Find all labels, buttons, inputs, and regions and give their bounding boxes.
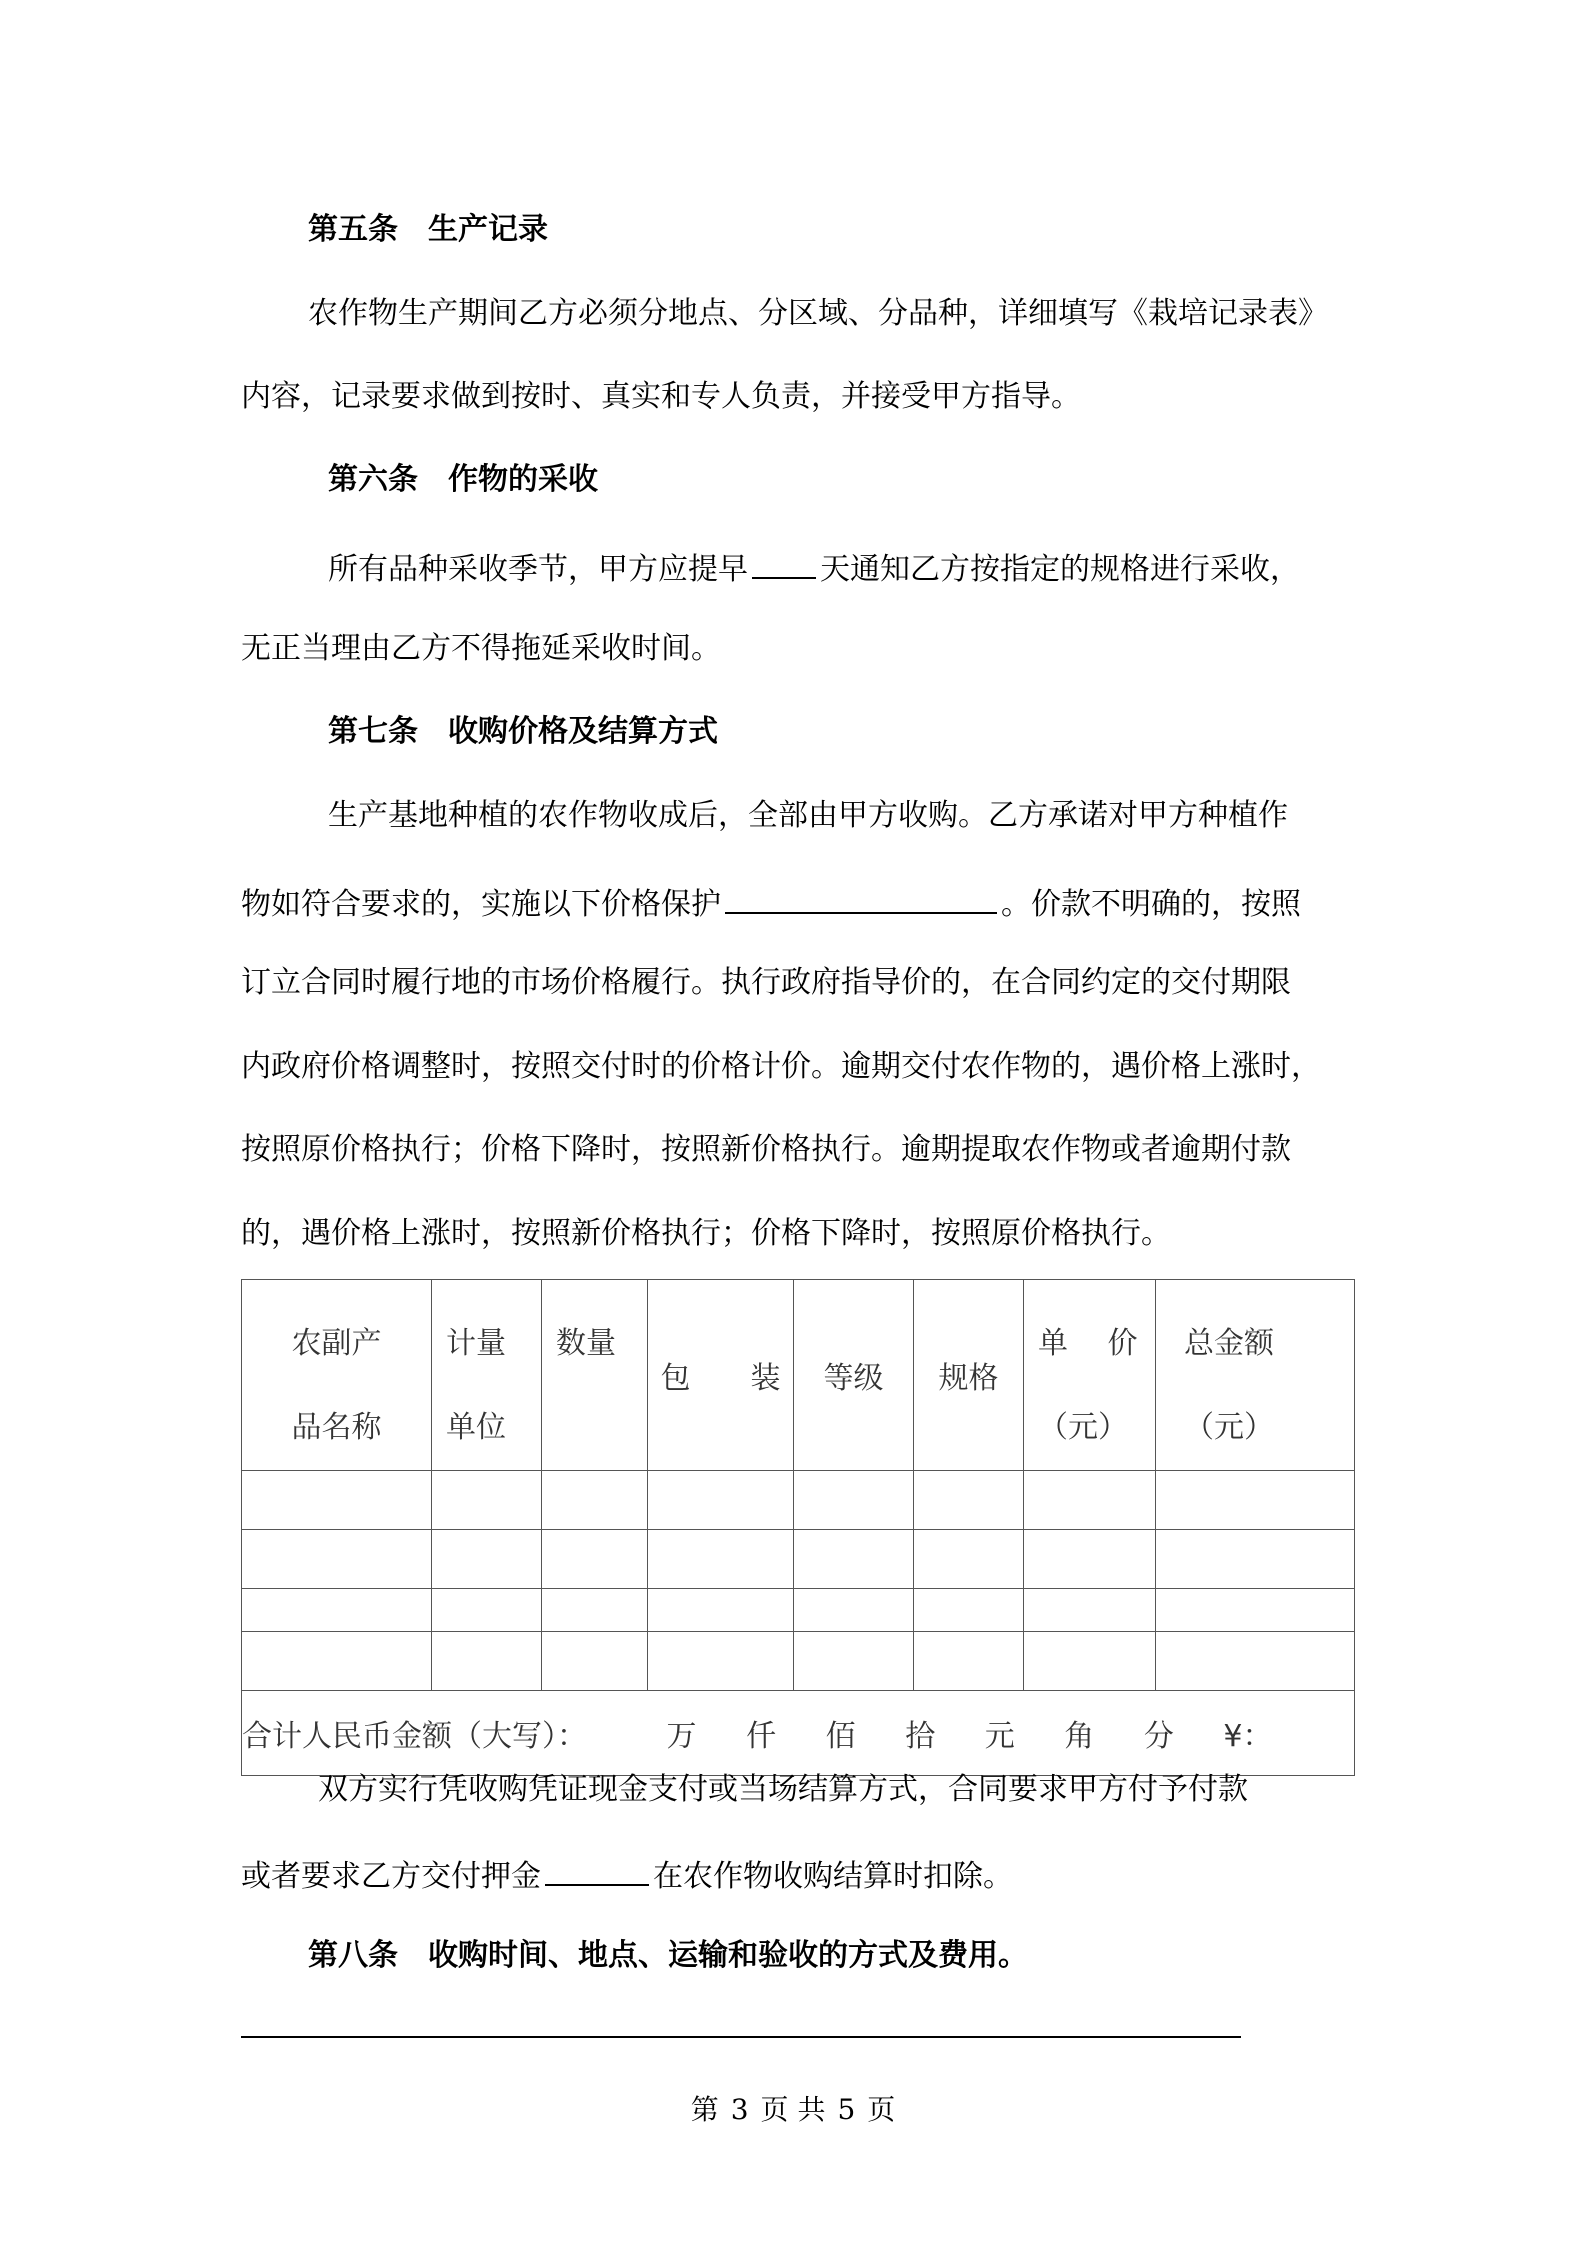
- settlement-line-1: 双方实行凭收购凭证现金支付或当场结算方式，合同要求甲方付予付款: [318, 1772, 1248, 1807]
- price-protection-blank: [725, 880, 997, 914]
- article-5-heading: 第五条 生产记录: [308, 212, 548, 247]
- article-7-heading: 第七条 收购价格及结算方式: [328, 714, 718, 749]
- table-row: [242, 1530, 1355, 1589]
- advance-days-blank: [752, 545, 816, 579]
- article-6-line-2: 无正当理由乙方不得拖延采收时间。: [241, 631, 721, 666]
- article-5-line-1: 农作物生产期间乙方必须分地点、分区域、分品种，详细填写《栽培记录表》: [308, 296, 1328, 331]
- article-7-line-6: 的，遇价格上涨时，按照新价格执行；价格下降时，按照原价格执行。: [241, 1216, 1171, 1251]
- header-spec: 规格: [914, 1280, 1024, 1471]
- table-row: [242, 1589, 1355, 1632]
- article-7-line-5: 按照原价格执行；价格下降时，按照新价格执行。逾期提取农作物或者逾期付款: [241, 1132, 1291, 1167]
- table-total-row: [242, 1691, 1355, 1776]
- unit-qian: 仟: [746, 1719, 777, 1754]
- header-packaging: 包 装: [648, 1280, 794, 1471]
- current-page-number: 3: [730, 2093, 749, 2126]
- produce-price-table: [241, 1279, 1355, 1776]
- article-7-line-4: 内政府价格调整时，按照交付时的价格计价。逾期交付农作物的，遇价格上涨时，: [241, 1049, 1321, 1084]
- unit-bai: 佰: [825, 1719, 856, 1754]
- table-row: [242, 1632, 1355, 1691]
- total-page-count: 5: [837, 2093, 856, 2126]
- header-grade: 等级: [794, 1280, 914, 1471]
- article-7-line-1: 生产基地种植的农作物收成后，全部由甲方收购。乙方承诺对甲方种植作: [328, 798, 1288, 833]
- article-7-line-2: 物如符合要求的，实施以下价格保护 。价款不明确的，按照: [241, 880, 1301, 925]
- footer-rule: [241, 2036, 1241, 2038]
- total-amount-label: 合计人民币金额（大写）：: [242, 1719, 587, 1754]
- article-7-line-3: 订立合同时履行地的市场价格履行。执行政府指导价的，在合同约定的交付期限: [241, 965, 1291, 1000]
- article-8-heading: 第八条 收购时间、地点、运输和验收的方式及费用。: [308, 1938, 1028, 1973]
- unit-jiao: 角: [1064, 1719, 1095, 1754]
- settlement-line-2: 或者要求乙方交付押金 在农作物收购结算时扣除。: [241, 1852, 1013, 1897]
- unit-yuan: 元: [984, 1719, 1015, 1754]
- article-5-line-2: 内容，记录要求做到按时、真实和专人负责，并接受甲方指导。: [241, 379, 1081, 414]
- page-footer: 第 3 页 共 5 页: [690, 2093, 896, 2126]
- table-row: [242, 1471, 1355, 1530]
- header-unit-price: 单 价 （元）: [1024, 1280, 1156, 1471]
- unit-wan: 万: [666, 1719, 697, 1754]
- header-product-name: 农副产 品名称: [242, 1280, 432, 1471]
- unit-fen: 分: [1143, 1719, 1174, 1754]
- table-header-row: [242, 1280, 1355, 1471]
- amount-units: [627, 1719, 1273, 1754]
- unit-yen-sign: ¥：: [1223, 1719, 1273, 1754]
- article-6-heading: 第六条 作物的采收: [328, 462, 598, 497]
- unit-shi: 拾: [905, 1719, 936, 1754]
- deposit-blank: [545, 1852, 649, 1886]
- header-quantity: 数量: [542, 1280, 648, 1471]
- header-unit: 计量 单位: [432, 1280, 542, 1471]
- header-total-amount: 总金额 （元）: [1156, 1280, 1355, 1471]
- article-6-line-1: 所有品种采收季节，甲方应提早 天通知乙方按指定的规格进行采收，: [328, 545, 1300, 590]
